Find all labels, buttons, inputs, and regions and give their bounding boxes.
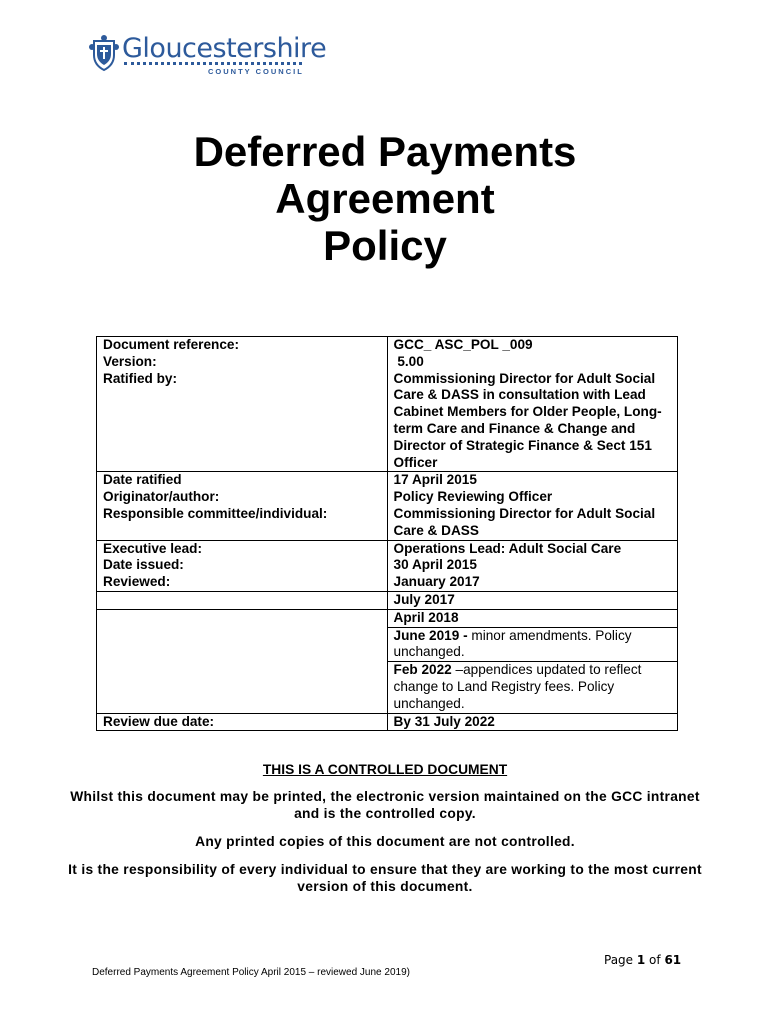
logo-subtitle: COUNTY COUNCIL: [208, 67, 304, 76]
reviewed-label: Reviewed:: [103, 574, 171, 590]
version-value: 5.00: [393, 353, 424, 369]
exec-lead-value-cell: [387, 540, 677, 591]
table-row: [97, 337, 678, 472]
date-ratified-value: 17 April 2015: [393, 472, 477, 488]
page-total: 61: [664, 953, 682, 967]
originator-value: Policy Reviewing Officer: [393, 489, 553, 505]
page-of: of: [645, 953, 665, 967]
date-ratified-label-cell: [97, 472, 388, 540]
table-row: [97, 609, 678, 627]
page-current: 1: [636, 953, 646, 967]
review-due-label: Review due date:: [103, 713, 215, 729]
controlled-document-heading: THIS IS A CONTROLLED DOCUMENT: [262, 762, 508, 777]
date-ratified-label: Date ratified: [103, 472, 182, 488]
reviewed-date-1: January 2017: [393, 574, 480, 590]
council-logo: [88, 33, 327, 81]
title-line-2: Agreement: [275, 175, 495, 222]
reviewed-date-5-cell: [387, 662, 677, 713]
reviewed-date-4-cell: [387, 627, 677, 662]
version-label-text: Version:: [103, 353, 157, 369]
reviewed-note-5: –appendices updated to reflect change to Land Registry fees. Policy unchanged.: [393, 662, 642, 711]
empty-cell: [97, 609, 388, 713]
reviewed-date-2: July 2017: [393, 591, 455, 607]
doc-ref-values: [387, 337, 677, 472]
table-row: [97, 472, 678, 540]
notice-paragraph-3: It is the responsibility of every individual to ensure that they are working to the most current version of this document.: [68, 862, 702, 894]
exec-lead-label: Executive lead:: [103, 540, 202, 556]
page-number: [604, 953, 681, 967]
footer-text: Deferred Payments Agreement Policy April 2015 – reviewed June 2019): [92, 967, 410, 978]
reviewed-date-5: Feb 2022: [393, 662, 452, 678]
reviewed-note-4: minor amendments. Policy unchanged.: [393, 627, 632, 660]
originator-label: Originator/author:: [103, 489, 220, 505]
document-title: [0, 128, 770, 269]
review-due-value: By 31 July 2022: [393, 713, 495, 729]
table-row: [97, 713, 678, 731]
document-metadata-table: [96, 336, 678, 731]
responsible-value: Commissioning Director for Adult Social Care & DASS: [393, 505, 656, 538]
reviewed-date-3: April 2018: [393, 609, 459, 625]
ratified-by-value: Commissioning Director for Adult Social Care & DASS in consultation with Lead Cabinet Members for Older People, Long-term Care and Finance & Change and Director of Strategic Finance & Sect 151 Officer: [393, 370, 662, 470]
title-line-3: Policy: [323, 222, 447, 269]
doc-ref-label-text: Document reference:: [103, 337, 239, 352]
logo-wordmark: Gloucestershire: [122, 33, 327, 64]
review-due-value-cell: [387, 713, 677, 731]
table-row: [97, 540, 678, 591]
title-line-1: Deferred Payments: [193, 128, 577, 175]
responsible-label: Responsible committee/individual:: [103, 505, 328, 521]
reviewed-date-3-cell: [387, 609, 677, 627]
empty-cell: [97, 591, 388, 609]
notice-paragraph-1: Whilst this document may be printed, the electronic version maintained on the GCC intranet and is the controlled copy.: [70, 789, 700, 821]
notice-paragraph-2: Any printed copies of this document are not controlled.: [195, 834, 575, 849]
date-issued-value: 30 April 2015: [393, 557, 477, 573]
ratified-by-label-text: Ratified by:: [103, 370, 178, 386]
table-row: [97, 591, 678, 609]
page-prefix: Page: [604, 953, 637, 967]
review-due-label-cell: [97, 713, 388, 731]
exec-lead-label-cell: [97, 540, 388, 591]
exec-lead-value: Operations Lead: Adult Social Care: [393, 540, 622, 556]
county-crest-icon: [88, 33, 120, 73]
date-issued-label: Date issued:: [103, 557, 184, 573]
reviewed-date-2-cell: [387, 591, 677, 609]
doc-ref-label: [97, 337, 388, 472]
date-ratified-value-cell: [387, 472, 677, 540]
reviewed-date-4: June 2019 -: [393, 627, 468, 643]
doc-ref-value: GCC_ ASC_POL _009: [393, 337, 533, 352]
